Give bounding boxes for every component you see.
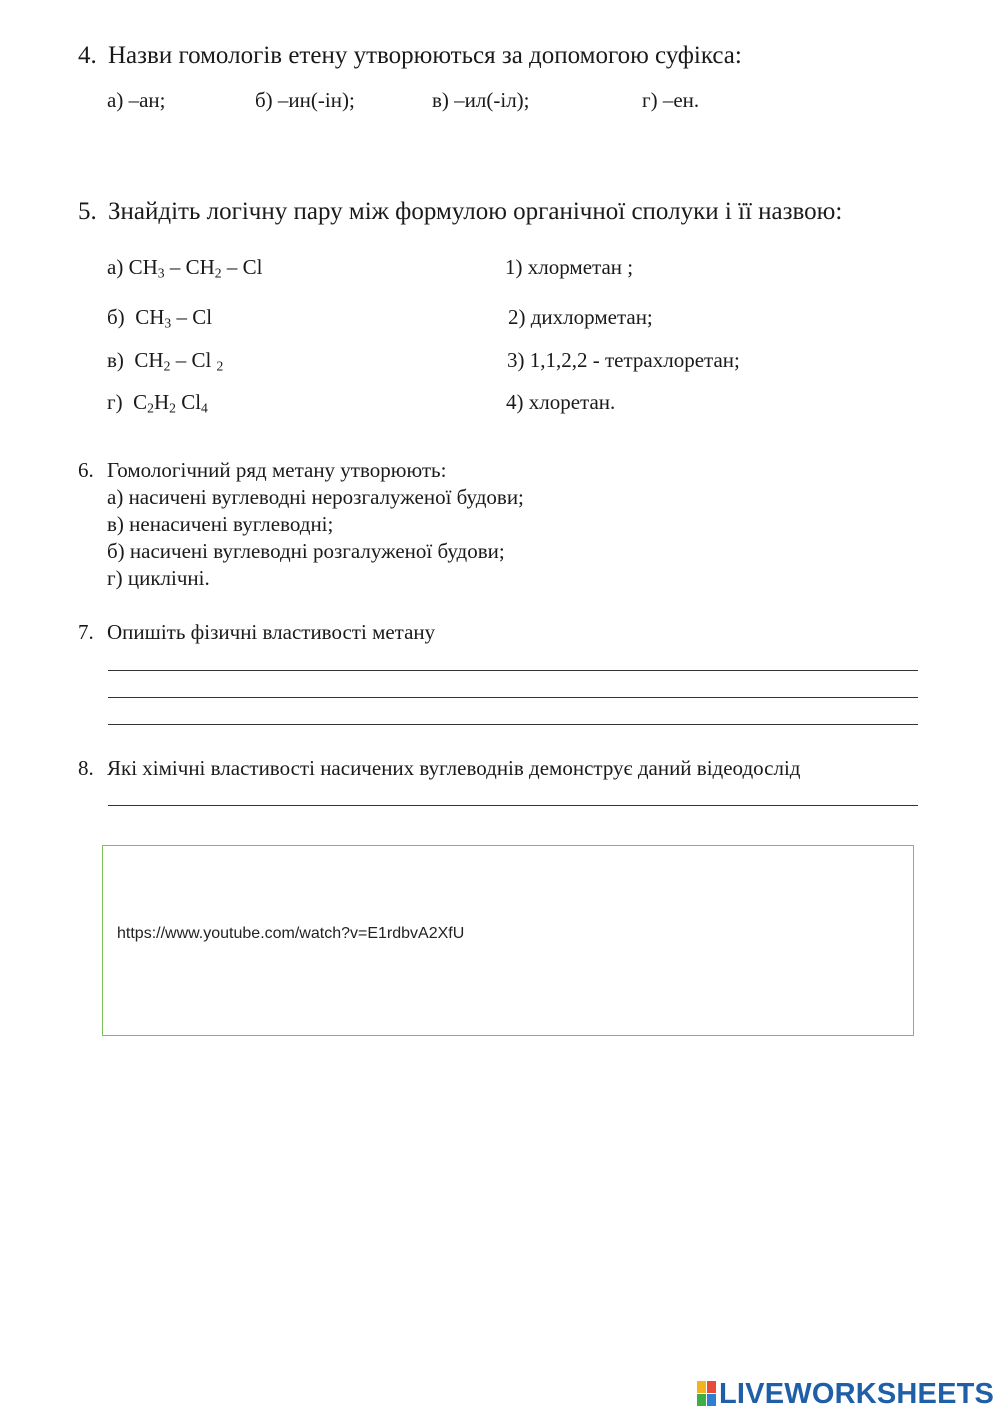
liveworksheets-logo[interactable] bbox=[697, 1377, 994, 1411]
q5-name-4: 4) хлоретан. bbox=[506, 390, 616, 414]
q5-name-3: 3) 1,1,2,2 - тетрахлоретан; bbox=[507, 348, 740, 372]
q4-question: Назви гомологів етену утворюються за допомогою суфікса: bbox=[108, 42, 742, 69]
q4-option-a: а) –ан; bbox=[107, 88, 166, 112]
q8-question: Які хімічні властивості насичених вуглеводнів демонструє даний відеодослід bbox=[107, 756, 801, 780]
q4-option-v: в) –ил(-іл); bbox=[432, 88, 530, 112]
q6-option-g: г) циклічні. bbox=[107, 566, 210, 590]
q6-number: 6. bbox=[78, 458, 94, 482]
q8-number: 8. bbox=[78, 756, 94, 780]
q6-option-a: а) насичені вуглеводні нерозгалуженої будови; bbox=[107, 485, 524, 509]
q4-option-b: б) –ин(-ін); bbox=[255, 88, 355, 112]
q5-formula-a: а) $CH_3 - CH_2$ – Cl bbox=[107, 255, 263, 281]
q4-number: 4. bbox=[78, 42, 97, 69]
q7-question: Опишіть фізичні властивості метану bbox=[107, 620, 436, 644]
q5-formula-v: в) $CH_2$ – Cl $_2$ bbox=[107, 348, 224, 374]
q8-answer-line[interactable] bbox=[108, 805, 918, 806]
q7-answer-line-2[interactable] bbox=[108, 697, 918, 698]
q5-name-2: 2) дихлорметан; bbox=[508, 305, 653, 329]
q7-answer-line-3[interactable] bbox=[108, 724, 918, 725]
q4-option-g: г) –ен. bbox=[642, 88, 700, 112]
video-link-box bbox=[102, 845, 914, 1036]
q5-formula-b-label: б) bbox=[107, 305, 125, 329]
q6-question: Гомологічний ряд метану утворюють: bbox=[107, 458, 447, 482]
q5-number: 5. bbox=[78, 198, 97, 225]
q6-option-b: б) насичені вуглеводні розгалуженої будови; bbox=[107, 539, 505, 563]
liveworksheets-logo-icon bbox=[697, 1381, 717, 1407]
q5-formula-v-label: в) bbox=[107, 348, 124, 372]
q7-number: 7. bbox=[78, 620, 94, 644]
q7-answer-line-1[interactable] bbox=[108, 670, 918, 671]
q5-formula-b: б) $CH_3$ – Cl bbox=[107, 305, 213, 331]
video-link[interactable]: https://www.youtube.com/watch?v=E1rdbvA2XfU bbox=[117, 925, 465, 942]
liveworksheets-logo-text: LIVEWORKSHEETS bbox=[719, 1377, 995, 1410]
q6-option-v: в) ненасичені вуглеводні; bbox=[107, 512, 334, 536]
q5-name-1: 1) хлорметан ; bbox=[505, 255, 634, 279]
q5-formula-a-label: а) bbox=[107, 255, 124, 279]
q5-question: Знайдіть логічну пару між формулою органічної сполуки і її назвою: bbox=[108, 198, 843, 225]
q5-formula-g-label: г) bbox=[107, 390, 123, 414]
q5-formula-g: г) $C_2H_2$ $Cl_4$ bbox=[107, 390, 208, 416]
